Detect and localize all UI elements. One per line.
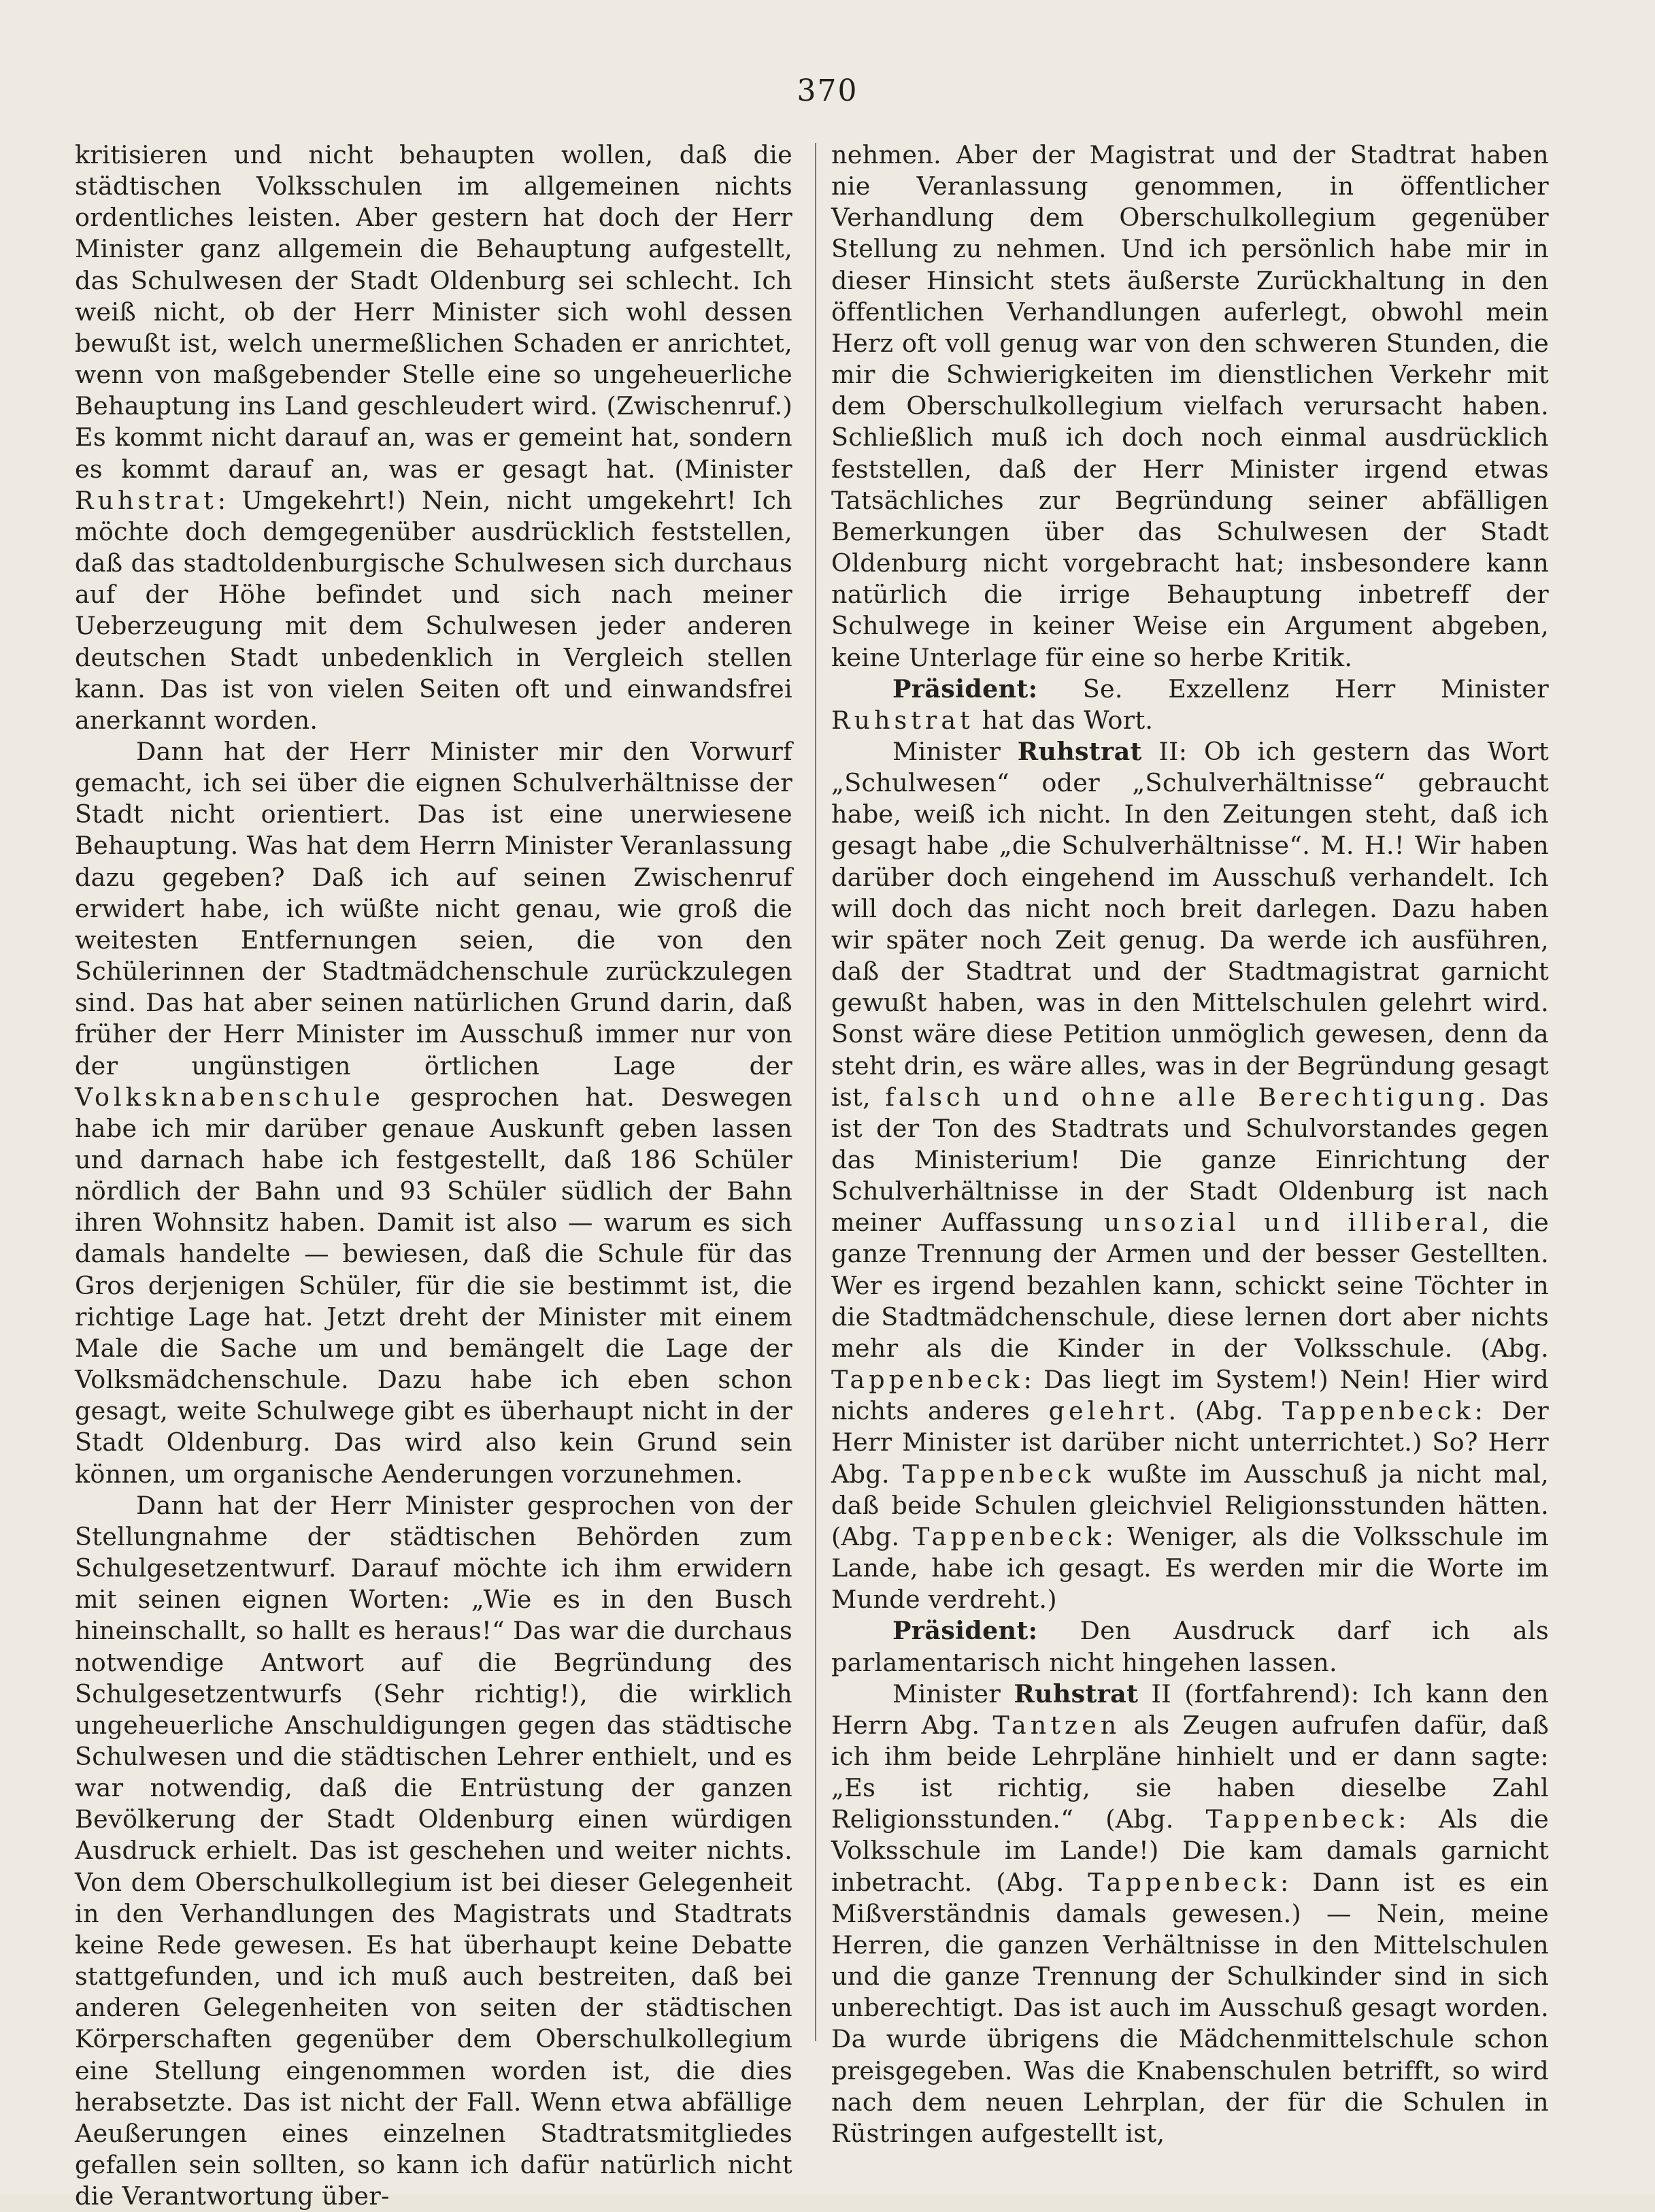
text-run: nehmen. Aber der Magistrat und der Stadtrat haben nie Veranlassung genommen, in öffentlicher Verhandlung dem Oberschulkollegium gegenüber Stellung zu nehmen. Und ich persönlich habe mir in dieser Hinsicht stets äußerste Zurückhaltung in den öffentlichen Verhandlungen auferlegt, obwohl mein Herz oft voll genug war von den schweren Stunden, die mir die Schwierigkeiten im dienstlichen Verkehr mit dem Oberschulkollegium vielfach verursacht haben. Schließlich muß ich doch noch einmal ausdrücklich feststellen, daß der Herr Minister irgend etwas Tatsächliches zur Begründung seiner abfälligen Bemerkungen über das Schulwesen der Stadt Oldenburg nicht vorgebracht hat; insbesondere kann natürlich die irrige Behauptung inbetreff der Schulwege in keiner Weise ein Argument abgeben, keine Unterlage für eine so herbe Kritik. — [831, 140, 1549, 672]
text-run: : Dann ist es ein Mißverständnis damals gewesen.) — Nein, meine Herren, die ganzen Verhältnisse in den Mittelschulen und die ganze Trennung der Schulkinder sind in sich unberechtigt. Das ist auch im Ausschuß gesagt worden. Da wurde übrigens die Mädchenmittelschule schon preisgegeben. Was die Knabenschulen betrifft, so wird nach dem neuen Lehrplan, der für die Schulen in Rüstringen aufgestellt ist, — [831, 1867, 1549, 2148]
text-run: , die ganze Trennung der Armen und der besser Gestellten. Wer es irgend bezahlen kann, schickt seine Töchter in die Stadtmädchenschule, diese lernen dort aber nichts mehr als die Kinder in der Volksschule. (Abg. — [831, 1208, 1549, 1363]
paragraph — [75, 139, 792, 736]
paragraph — [831, 674, 1549, 736]
emphasized-text: Tappenbeck — [1205, 1804, 1399, 1834]
speaker-name: Präsident: — [892, 1616, 1038, 1646]
text-run: : Der Herr Minister ist darüber nicht unterrichtet.) So? Herr Abg. — [831, 1396, 1550, 1489]
emphasized-text: Volksknabenschule — [75, 1082, 384, 1112]
text-run: : Weniger, als die Volksschule im Lande, habe ich gesagt. Es werden mir die Worte im Munde verdreht.) — [831, 1521, 1549, 1615]
text-run: Dann hat der Herr Minister gesprochen von der Stellungnahme der städtischen Behörden zum Schulgesetzentwurf. Darauf möchte ich ihm erwidern mit seinen eignen Worten: „Wie es in den Busch hineinschallt, so hallt es heraus!“ Das war die durchaus notwendige Antwort auf die Begründung des Schulgesetzentwurfs (Sehr richtig!), die wirklich ungeheuerliche Anschuldigungen gegen das städtische Schulwesen und die städtischen Lehrer enthielt, und es war notwendig, daß die Entrüstung der ganzen Bevölkerung der Stadt Oldenburg einen würdigen Ausdruck erhielt. Das ist geschehen und weiter nichts. Von dem Oberschulkollegium ist bei dieser Gelegenheit in den Verhandlungen des Magistrats und Stadtrats keine Rede gewesen. Es hat überhaupt keine Debatte stattgefunden, und ich muß auch bestreiten, daß bei anderen Gelegenheiten von seiten der städtischen Körperschaften gegenüber dem Oberschulkollegium eine Stellung eingenommen worden ist, die dies herabsetzte. Das ist nicht der Fall. Wenn etwa abfällige Aeußerungen eines einzelnen Stadtratsmitgliedes gefallen sein sollten, so kann ich dafür natürlich nicht die Verantwortung über- — [75, 1490, 792, 2211]
text-run: II: Ob ich gestern das Wort „Schulwesen“ oder „Schulverhältnisse“ gebraucht habe, weiß ich nicht. In den Zeitungen steht, daß ich gesagt habe „die Schulverhältnisse“. M. H.! Wir haben darüber doch eingehend im Ausschuß verhandelt. Ich will doch das nicht noch breit darlegen. Dazu haben wir später noch Zeit genug. Da werde ich ausführen, daß der Stadtrat und der Stadtmagistrat garnicht gewußt haben, was in den Mittelschulen gelehrt wird. Sonst wäre diese Petition unmöglich gewesen, denn da steht drin, es wäre alles, was in der Begründung gesagt ist, — [831, 736, 1550, 1112]
text-run: : Das liegt im System!) Nein! Hier wird nichts anderes — [831, 1365, 1549, 1426]
text-run: kritisieren und nicht behaupten wollen, daß die städtischen Volksschulen im allgemeinen nichts ordentliches leisten. Aber gestern hat doch der Herr Minister ganz allgemein die Behauptung aufgestellt, das Schulwesen der Stadt Oldenburg sei schlecht. Ich weiß nicht, ob der Herr Minister sich wohl dessen bewußt ist, welch unermeßlichen Schaden er anrichtet, wenn von maßgebender Stelle eine so ungeheuerliche Behauptung ins Land geschleudert wird. (Zwischenruf.) Es kommt nicht darauf an, was er gemeint hat, sondern es kommt darauf an, was er gesagt hat. (Minister — [75, 140, 792, 484]
emphasized-text: Tappenbeck — [1088, 1867, 1280, 1897]
paragraph — [831, 736, 1549, 1615]
paragraph — [75, 1490, 792, 2212]
text-run: Se. Exzellenz Herr Minister — [1037, 674, 1549, 704]
emphasized-text: Tappenbeck — [913, 1521, 1105, 1551]
text-run: . (Abg. — [1168, 1396, 1282, 1426]
speaker-name: Ruhstrat — [1017, 736, 1142, 766]
text-run: Den Ausdruck darf ich als parlamentarisch nicht hingehen lassen. — [831, 1616, 1549, 1677]
text-run: hat das Wort. — [973, 705, 1154, 735]
paragraph — [831, 1679, 1549, 2149]
emphasized-text: Tappenbeck — [902, 1459, 1095, 1489]
page-number: 370 — [797, 73, 858, 108]
text-run: als Zeugen aufrufen dafür, daß ich ihm beide Lehrpläne hinhielt und er dann sagte: „Es ist richtig, sie haben dieselbe Zahl Religionsstunden.“ (Abg. — [831, 1710, 1550, 1834]
text-run: gesprochen hat. Deswegen habe ich mir darüber genaue Auskunft geben lassen und darnach habe ich festgestellt, daß 186 Schüler nördlich der Bahn und 93 Schüler südlich der Bahn ihren Wohnsitz haben. Damit ist also — warum es sich damals handelte — bewiesen, daß die Schule für das Gros derjenigen Schüler, für die sie bestimmt ist, die richtige Lage hat. Jetzt dreht der Minister mit einem Male die Sache um und bemängelt die Lage der Volksmädchenschule. Dazu habe ich eben schon gesagt, weite Schulwege gibt es überhaupt nicht in der Stadt Oldenburg. Das wird also kein Grund sein können, um organische Aenderungen vorzunehmen. — [75, 1082, 792, 1489]
text-run: wußte im Ausschuß ja nicht mal, daß beide Schulen gleichviel Religionsstunden hätten. (Abg. — [831, 1459, 1550, 1551]
left-column — [75, 139, 792, 2212]
text-run: Minister — [892, 1679, 1014, 1708]
text-run: : Umgekehrt!) Nein, nicht umgekehrt! Ich möchte doch demgegenüber ausdrücklich feststellen, daß das stadtoldenburgische Schulwesen sich durchaus auf der Höhe befindet und sich nach meiner Ueberzeugung mit dem Schulwesen jeder anderen deutschen Stadt unbedenklich in Vergleich stellen kann. Das ist von vielen Seiten oft und einwandsfrei anerkannt worden. — [75, 485, 792, 735]
paragraph — [831, 1615, 1549, 1678]
text-run: . Das ist der Ton des Stadtrats und Schulvorstandes gegen das Ministerium! Die ganze Einrichtung der Schulverhältnisse in der Stadt Oldenburg ist nach meiner Auffassung — [831, 1082, 1549, 1238]
emphasized-text: unsozial und illiberal — [1103, 1208, 1482, 1238]
emphasized-text: Ruhstrat — [75, 485, 218, 515]
text-run: II (fortfahrend): Ich kann den Herrn Abg. — [831, 1679, 1549, 1740]
emphasized-text: gelehrt — [1048, 1396, 1169, 1426]
emphasized-text: Tappenbeck — [1282, 1396, 1475, 1426]
emphasized-text: Tappenbeck — [831, 1365, 1024, 1395]
right-column — [831, 139, 1549, 2149]
paragraph — [831, 139, 1549, 674]
speaker-name: Ruhstrat — [1014, 1679, 1139, 1708]
text-run: Dann hat der Herr Minister mir den Vorwurf gemacht, ich sei über die eignen Schulverhältnisse der Stadt nicht orientiert. Das ist eine unerwiesene Behauptung. Was hat dem Herrn Minister Veranlassung dazu gegeben? Daß ich auf seinen Zwischenruf erwidert habe, ich wüßte nicht genau, wie groß die weitesten Entfernungen seien, die von den Schülerinnen der Stadtmädchenschule zurückzulegen sind. Das hat aber seinen natürlichen Grund darin, daß früher der Herr Minister im Ausschuß immer nur von der ungünstigen örtlichen Lage der — [75, 736, 792, 1080]
speaker-name: Präsident: — [892, 674, 1038, 704]
emphasized-text: Tantzen — [992, 1710, 1121, 1740]
emphasized-text: falsch und ohne alle Berechtigung — [885, 1082, 1478, 1112]
text-run: : Als die Volksschule im Lande!) Die kam damals garnicht inbetracht. (Abg. — [831, 1804, 1549, 1897]
paragraph — [75, 736, 792, 1490]
emphasized-text: Ruhstrat — [831, 705, 974, 735]
text-run: Minister — [892, 736, 1018, 766]
column-divider — [815, 143, 816, 2041]
